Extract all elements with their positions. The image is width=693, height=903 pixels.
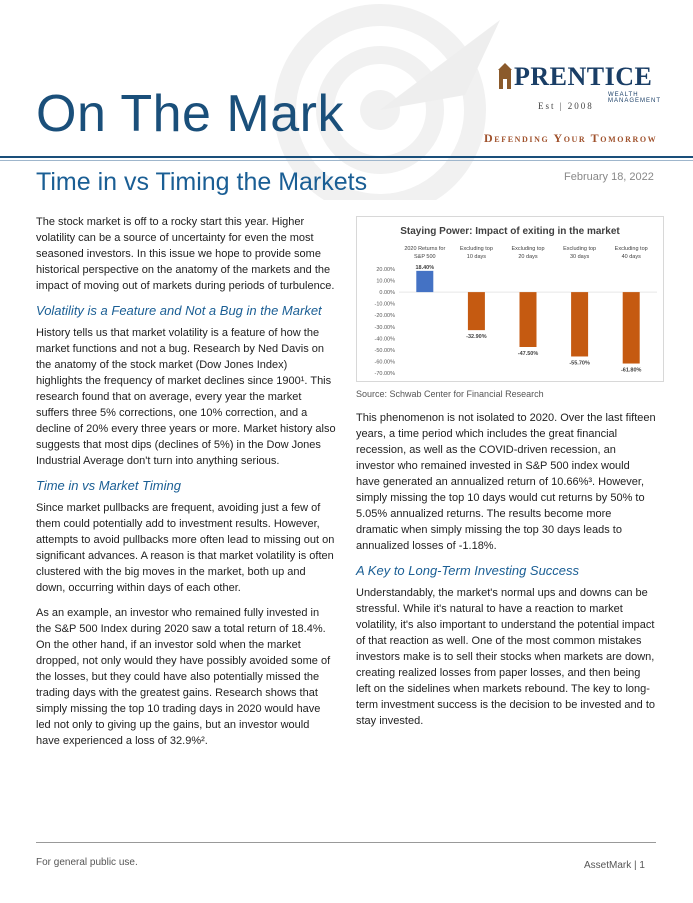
category-label: 10 days (466, 254, 487, 260)
category-label: 2020 Returns for (404, 246, 446, 252)
chart-bar (623, 292, 640, 363)
chart-svg (357, 217, 663, 381)
category-label: Excluding top (563, 246, 597, 252)
logo-established: Est | 2008 (538, 101, 594, 111)
chart-bar (520, 292, 537, 347)
section-heading-timing: Time in vs Market Timing (36, 478, 181, 493)
category-label: 20 days (518, 254, 538, 260)
header-divider-thin (0, 160, 693, 161)
section-heading-volatility: Volatility is a Feature and Not a Bug in the Market (36, 303, 322, 318)
y-tick-label: 20.00% (376, 267, 395, 273)
key-paragraph: Understandably, the market's normal ups and downs can be stressful. While it's natural to have a reaction to market volatility, it's also important to understand the potential impact of that reaction as well. One of the most common mistakes investors make is to sell their stocks when markets are down, creating realized losses from paper losses, and then being left on the sidelines when markets rebound. The key to long-term investment success is the decision to be invested and to stay invested. (356, 587, 655, 727)
chart-bar (571, 292, 588, 356)
timing-paragraph-1: Since market pullbacks are frequent, avoiding just a few of them could potentially add to investment results. However, attempts to avoid pullbacks more often lead to missing out on significant advances. A reason is that market volatility is often clustered with the big moves in the market, both up and down, occurring within days of each other. (36, 502, 335, 594)
bar-value-label: -47.50% (517, 351, 539, 357)
header-divider (0, 156, 693, 158)
category-label: Excluding top (614, 246, 648, 252)
y-tick-label: -40.00% (374, 336, 395, 343)
bar-value-label: -32.90% (466, 334, 487, 341)
y-tick-label: 0.00% (379, 290, 395, 297)
logo-name: PRENTICE (514, 62, 653, 91)
y-tick-label: -70.00% (374, 371, 395, 377)
bar-value-label: -61.80% (620, 367, 642, 374)
tagline: Defending Your Tomorrow (484, 131, 658, 145)
chart-title: Staying Power: Impact of exiting in the market (400, 226, 620, 237)
volatility-paragraph: History tells us that market volatility is a feature of how the market functions and not a bug. Research by Ned Davis on the anatomy of the stock market (Dow Jones Index) highlights the frequency of market declines since 1900¹. This research found that on average, every year the market suffers three 5% corrections, one 10% correction, and a decline of 20% every three years or more. Market history also suggests that most dips (declines of 5%) in the Dow Jones Industrial Average don't turn into anything serious. (36, 327, 336, 467)
y-tick-label: -60.00% (374, 359, 395, 366)
footer-usage-note: For general public use. (36, 857, 138, 868)
section-heading-key: A Key to Long-Term Investing Success (356, 563, 580, 578)
bar-value-label: -55.70% (569, 360, 590, 367)
category-label: 40 days (621, 254, 641, 260)
phenomenon-paragraph: This phenomenon is not isolated to 2020. Over the last fifteen years, a time period which includes the great financial recession, as well as the COVID-driven recession, an investor who remained invested in S&P 500 index would have generated an annualized return of 10.66%³. However, simply missing the top 10 days would cut returns by 50% to 5.05% annualized returns. The results become more dramatic when simply missing the top 30 days leads to annualized losses of -1.18%. (356, 412, 656, 552)
staying-power-chart (356, 216, 664, 382)
masthead-title: On The Mark (36, 85, 344, 143)
chart-bar (468, 292, 485, 330)
category-label: Excluding top (459, 246, 493, 252)
y-tick-label: 10.00% (376, 278, 395, 285)
right-column (356, 410, 656, 738)
chart-bar (416, 271, 433, 292)
logo-subtitle: WEALTH MANAGEMENT (608, 92, 662, 104)
left-column (36, 214, 336, 758)
article-date: February 18, 2022 (564, 171, 654, 183)
category-label: Excluding top (511, 246, 545, 252)
category-label: S&P 500 (413, 254, 436, 260)
y-tick-label: -10.00% (374, 301, 395, 308)
y-tick-label: -50.00% (374, 347, 395, 354)
bar-value-label: 18.40% (415, 264, 435, 271)
footer-page-label: AssetMark | 1 (584, 860, 645, 871)
footer-divider (36, 842, 656, 843)
intro-paragraph: The stock market is off to a rocky start this year. Higher volatility can be a source of uncertainty for even the most seasoned investors. In this issue we hope to provide some historical perspective on the anatomy of the markets and the impact of moving out of markets during periods of turbulence. (36, 216, 335, 292)
y-tick-label: -30.00% (374, 324, 395, 331)
timing-paragraph-2: As an example, an investor who remained fully invested in the S&P 500 Index during 2020 saw a total return of 18.4%. On the other hand, if an investor sold when the market dropped, not only would they have possibly avoided some of the losses, but they could have also potentially missed the trading days with the greatest gains. Research shows that simply missing the top 10 trading days in 2020 would have led not only to giving up the gains, but an investor would have experienced a loss of 32.9%². (36, 607, 331, 747)
chart-source: Source: Schwab Center for Financial Research (356, 389, 544, 399)
tower-icon (496, 63, 514, 91)
prentice-logo (496, 62, 666, 111)
y-tick-label: -20.00% (374, 313, 395, 320)
category-label: 30 days (569, 254, 590, 260)
article-title: Time in vs Timing the Markets (36, 168, 368, 196)
